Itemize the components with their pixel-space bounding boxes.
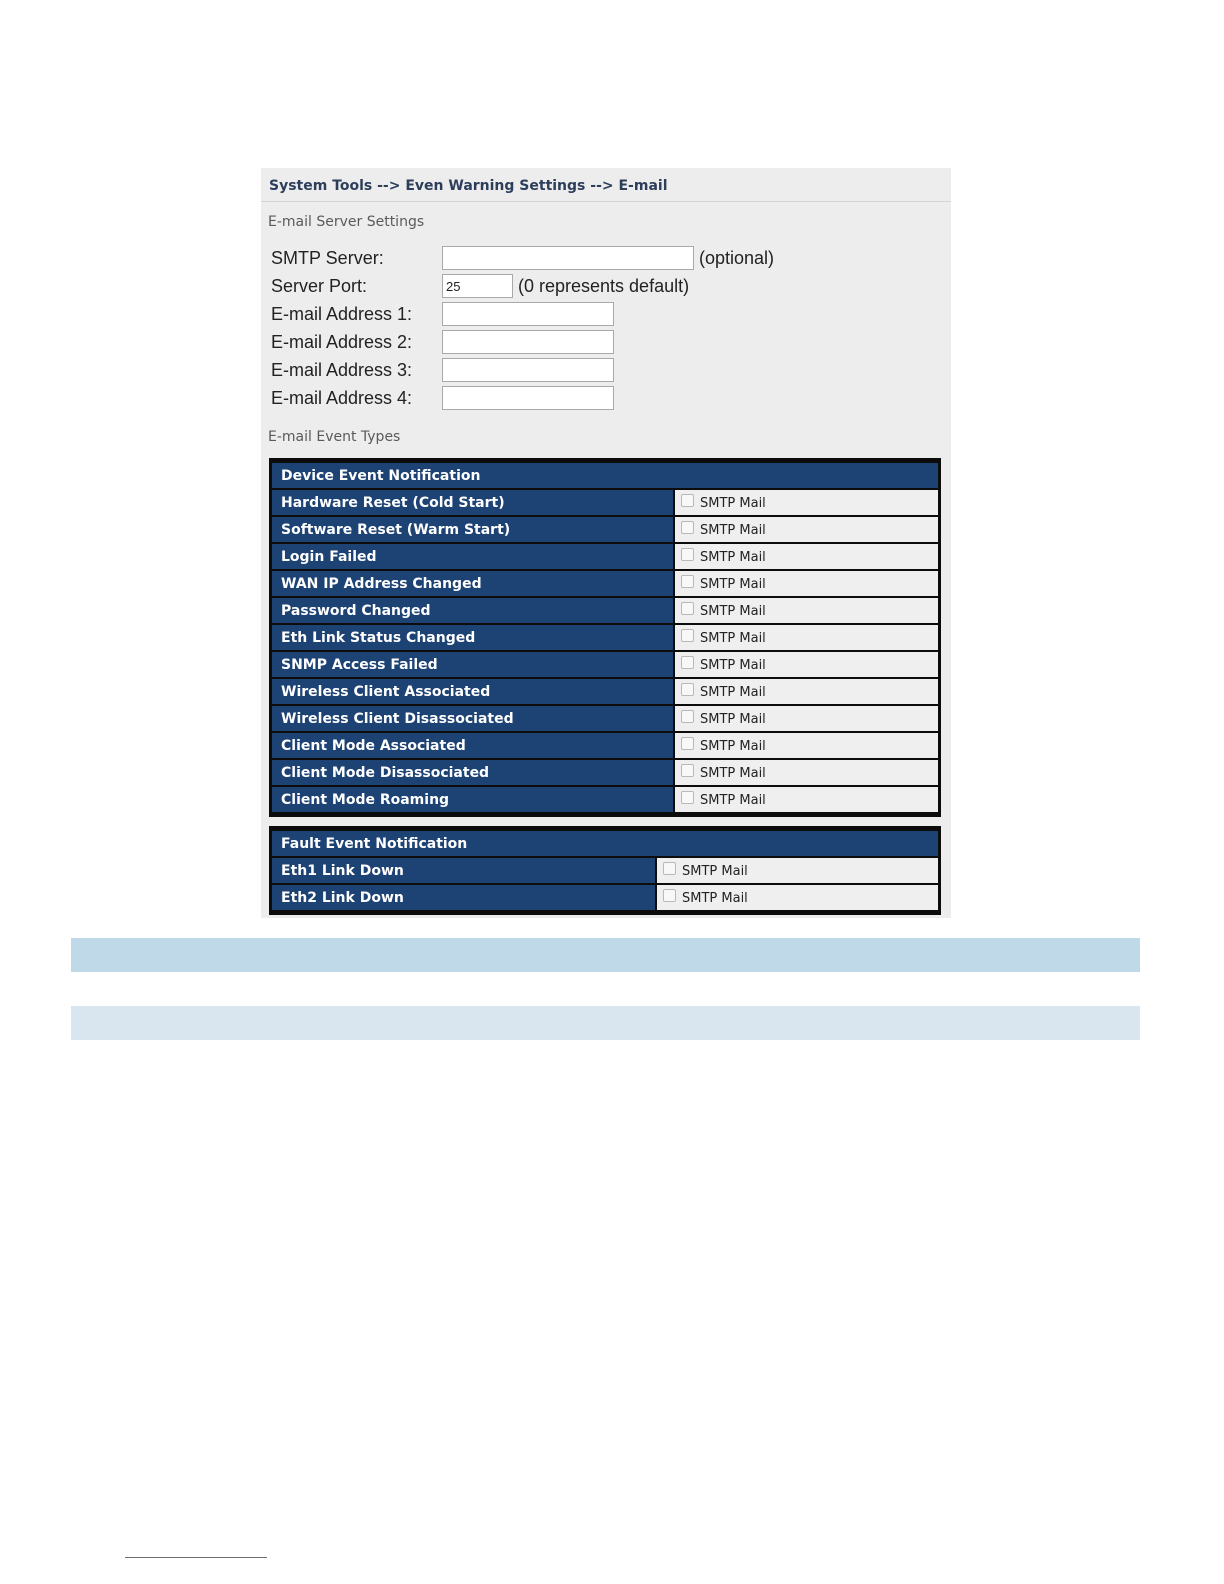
event-name: Eth Link Status Changed <box>272 625 673 650</box>
smtp-server-row <box>271 246 774 270</box>
email-address-3-input[interactable] <box>442 358 614 382</box>
event-name: Password Changed <box>272 598 673 623</box>
smtp-server-note: (optional) <box>699 247 775 268</box>
smtp-mail-checkbox[interactable] <box>681 575 694 588</box>
smtp-mail-checkbox[interactable] <box>681 494 694 507</box>
smtp-mail-checkbox[interactable] <box>663 889 676 902</box>
smtp-mail-label: SMTP Mail <box>700 766 766 781</box>
email-address-4-input[interactable] <box>442 386 614 410</box>
table-row <box>272 544 938 569</box>
table-row <box>272 625 938 650</box>
email-address-2-label: E-mail Address 2: <box>271 331 413 352</box>
fault-event-header: Fault Event Notification <box>272 831 938 856</box>
event-types-title: E-mail Event Types <box>268 429 401 445</box>
smtp-mail-checkbox[interactable] <box>663 862 676 875</box>
bottom-color-band <box>71 1006 1140 1040</box>
smtp-mail-checkbox[interactable] <box>681 548 694 561</box>
event-option-cell <box>673 544 938 569</box>
server-port-row <box>271 274 689 298</box>
smtp-mail-checkbox[interactable] <box>681 764 694 777</box>
email-address-1-input[interactable] <box>442 302 614 326</box>
smtp-mail-label: SMTP Mail <box>700 523 766 538</box>
email-address-1-row <box>271 302 614 326</box>
smtp-mail-label: SMTP Mail <box>700 550 766 565</box>
email-address-2-input[interactable] <box>442 330 614 354</box>
smtp-mail-checkbox[interactable] <box>681 737 694 750</box>
device-event-table <box>269 458 941 817</box>
table-row <box>272 760 938 785</box>
table-row <box>272 517 938 542</box>
event-option-cell <box>673 571 938 596</box>
smtp-mail-checkbox[interactable] <box>681 656 694 669</box>
table-row <box>272 571 938 596</box>
smtp-mail-label: SMTP Mail <box>700 496 766 511</box>
event-option-cell <box>655 858 938 883</box>
smtp-mail-checkbox[interactable] <box>681 791 694 804</box>
event-option-cell <box>673 679 938 704</box>
event-name: Client Mode Disassociated <box>272 760 673 785</box>
email-address-3-label: E-mail Address 3: <box>271 359 413 380</box>
event-name: SNMP Access Failed <box>272 652 673 677</box>
event-name: Eth2 Link Down <box>272 885 655 910</box>
event-option-cell <box>673 733 938 758</box>
smtp-mail-label: SMTP Mail <box>700 631 766 646</box>
smtp-server-label: SMTP Server: <box>271 247 384 268</box>
email-settings-panel <box>261 168 951 918</box>
event-name: Hardware Reset (Cold Start) <box>272 490 673 515</box>
email-address-3-row <box>271 358 614 382</box>
fault-event-table <box>269 826 941 915</box>
server-port-note: (0 represents default) <box>518 275 690 296</box>
top-color-band <box>71 938 1140 972</box>
smtp-mail-checkbox[interactable] <box>681 683 694 696</box>
table-row <box>272 652 938 677</box>
email-address-2-row <box>271 330 614 354</box>
smtp-mail-checkbox[interactable] <box>681 710 694 723</box>
event-option-cell <box>673 652 938 677</box>
device-event-header: Device Event Notification <box>272 463 938 488</box>
smtp-mail-label: SMTP Mail <box>682 891 748 906</box>
table-row <box>272 733 938 758</box>
smtp-mail-checkbox[interactable] <box>681 629 694 642</box>
smtp-mail-checkbox[interactable] <box>681 521 694 534</box>
table-row <box>272 706 938 731</box>
server-port-input[interactable] <box>442 274 513 298</box>
device-event-header-row <box>272 463 938 488</box>
smtp-mail-label: SMTP Mail <box>700 739 766 754</box>
event-name: Client Mode Associated <box>272 733 673 758</box>
smtp-mail-label: SMTP Mail <box>682 864 748 879</box>
event-option-cell <box>673 490 938 515</box>
fault-event-header-row <box>272 831 938 856</box>
smtp-mail-label: SMTP Mail <box>700 604 766 619</box>
email-address-4-label: E-mail Address 4: <box>271 387 413 408</box>
event-name: WAN IP Address Changed <box>272 571 673 596</box>
table-row <box>272 885 938 910</box>
table-row <box>272 679 938 704</box>
footnote-rule <box>125 1557 267 1558</box>
smtp-server-input[interactable] <box>442 246 694 270</box>
event-name: Wireless Client Associated <box>272 679 673 704</box>
smtp-mail-label: SMTP Mail <box>700 793 766 808</box>
event-name: Wireless Client Disassociated <box>272 706 673 731</box>
event-option-cell <box>673 706 938 731</box>
breadcrumb-divider <box>261 201 951 202</box>
event-option-cell <box>673 760 938 785</box>
event-option-cell <box>655 885 938 910</box>
smtp-mail-label: SMTP Mail <box>700 577 766 592</box>
event-name: Eth1 Link Down <box>272 858 655 883</box>
email-address-1-label: E-mail Address 1: <box>271 303 413 324</box>
email-address-4-row <box>271 386 614 410</box>
table-row <box>272 858 938 883</box>
smtp-mail-label: SMTP Mail <box>700 712 766 727</box>
event-option-cell <box>673 787 938 812</box>
smtp-mail-checkbox[interactable] <box>681 602 694 615</box>
event-option-cell <box>673 598 938 623</box>
smtp-mail-label: SMTP Mail <box>700 685 766 700</box>
event-option-cell <box>673 517 938 542</box>
event-name: Software Reset (Warm Start) <box>272 517 673 542</box>
server-port-label: Server Port: <box>271 275 368 296</box>
table-row <box>272 490 938 515</box>
event-name: Login Failed <box>272 544 673 569</box>
breadcrumb: System Tools --> Even Warning Settings --> E-mail <box>269 178 668 194</box>
smtp-mail-label: SMTP Mail <box>700 658 766 673</box>
event-option-cell <box>673 625 938 650</box>
event-name: Client Mode Roaming <box>272 787 673 812</box>
table-row <box>272 598 938 623</box>
server-settings-title: E-mail Server Settings <box>268 214 425 230</box>
table-row <box>272 787 938 812</box>
